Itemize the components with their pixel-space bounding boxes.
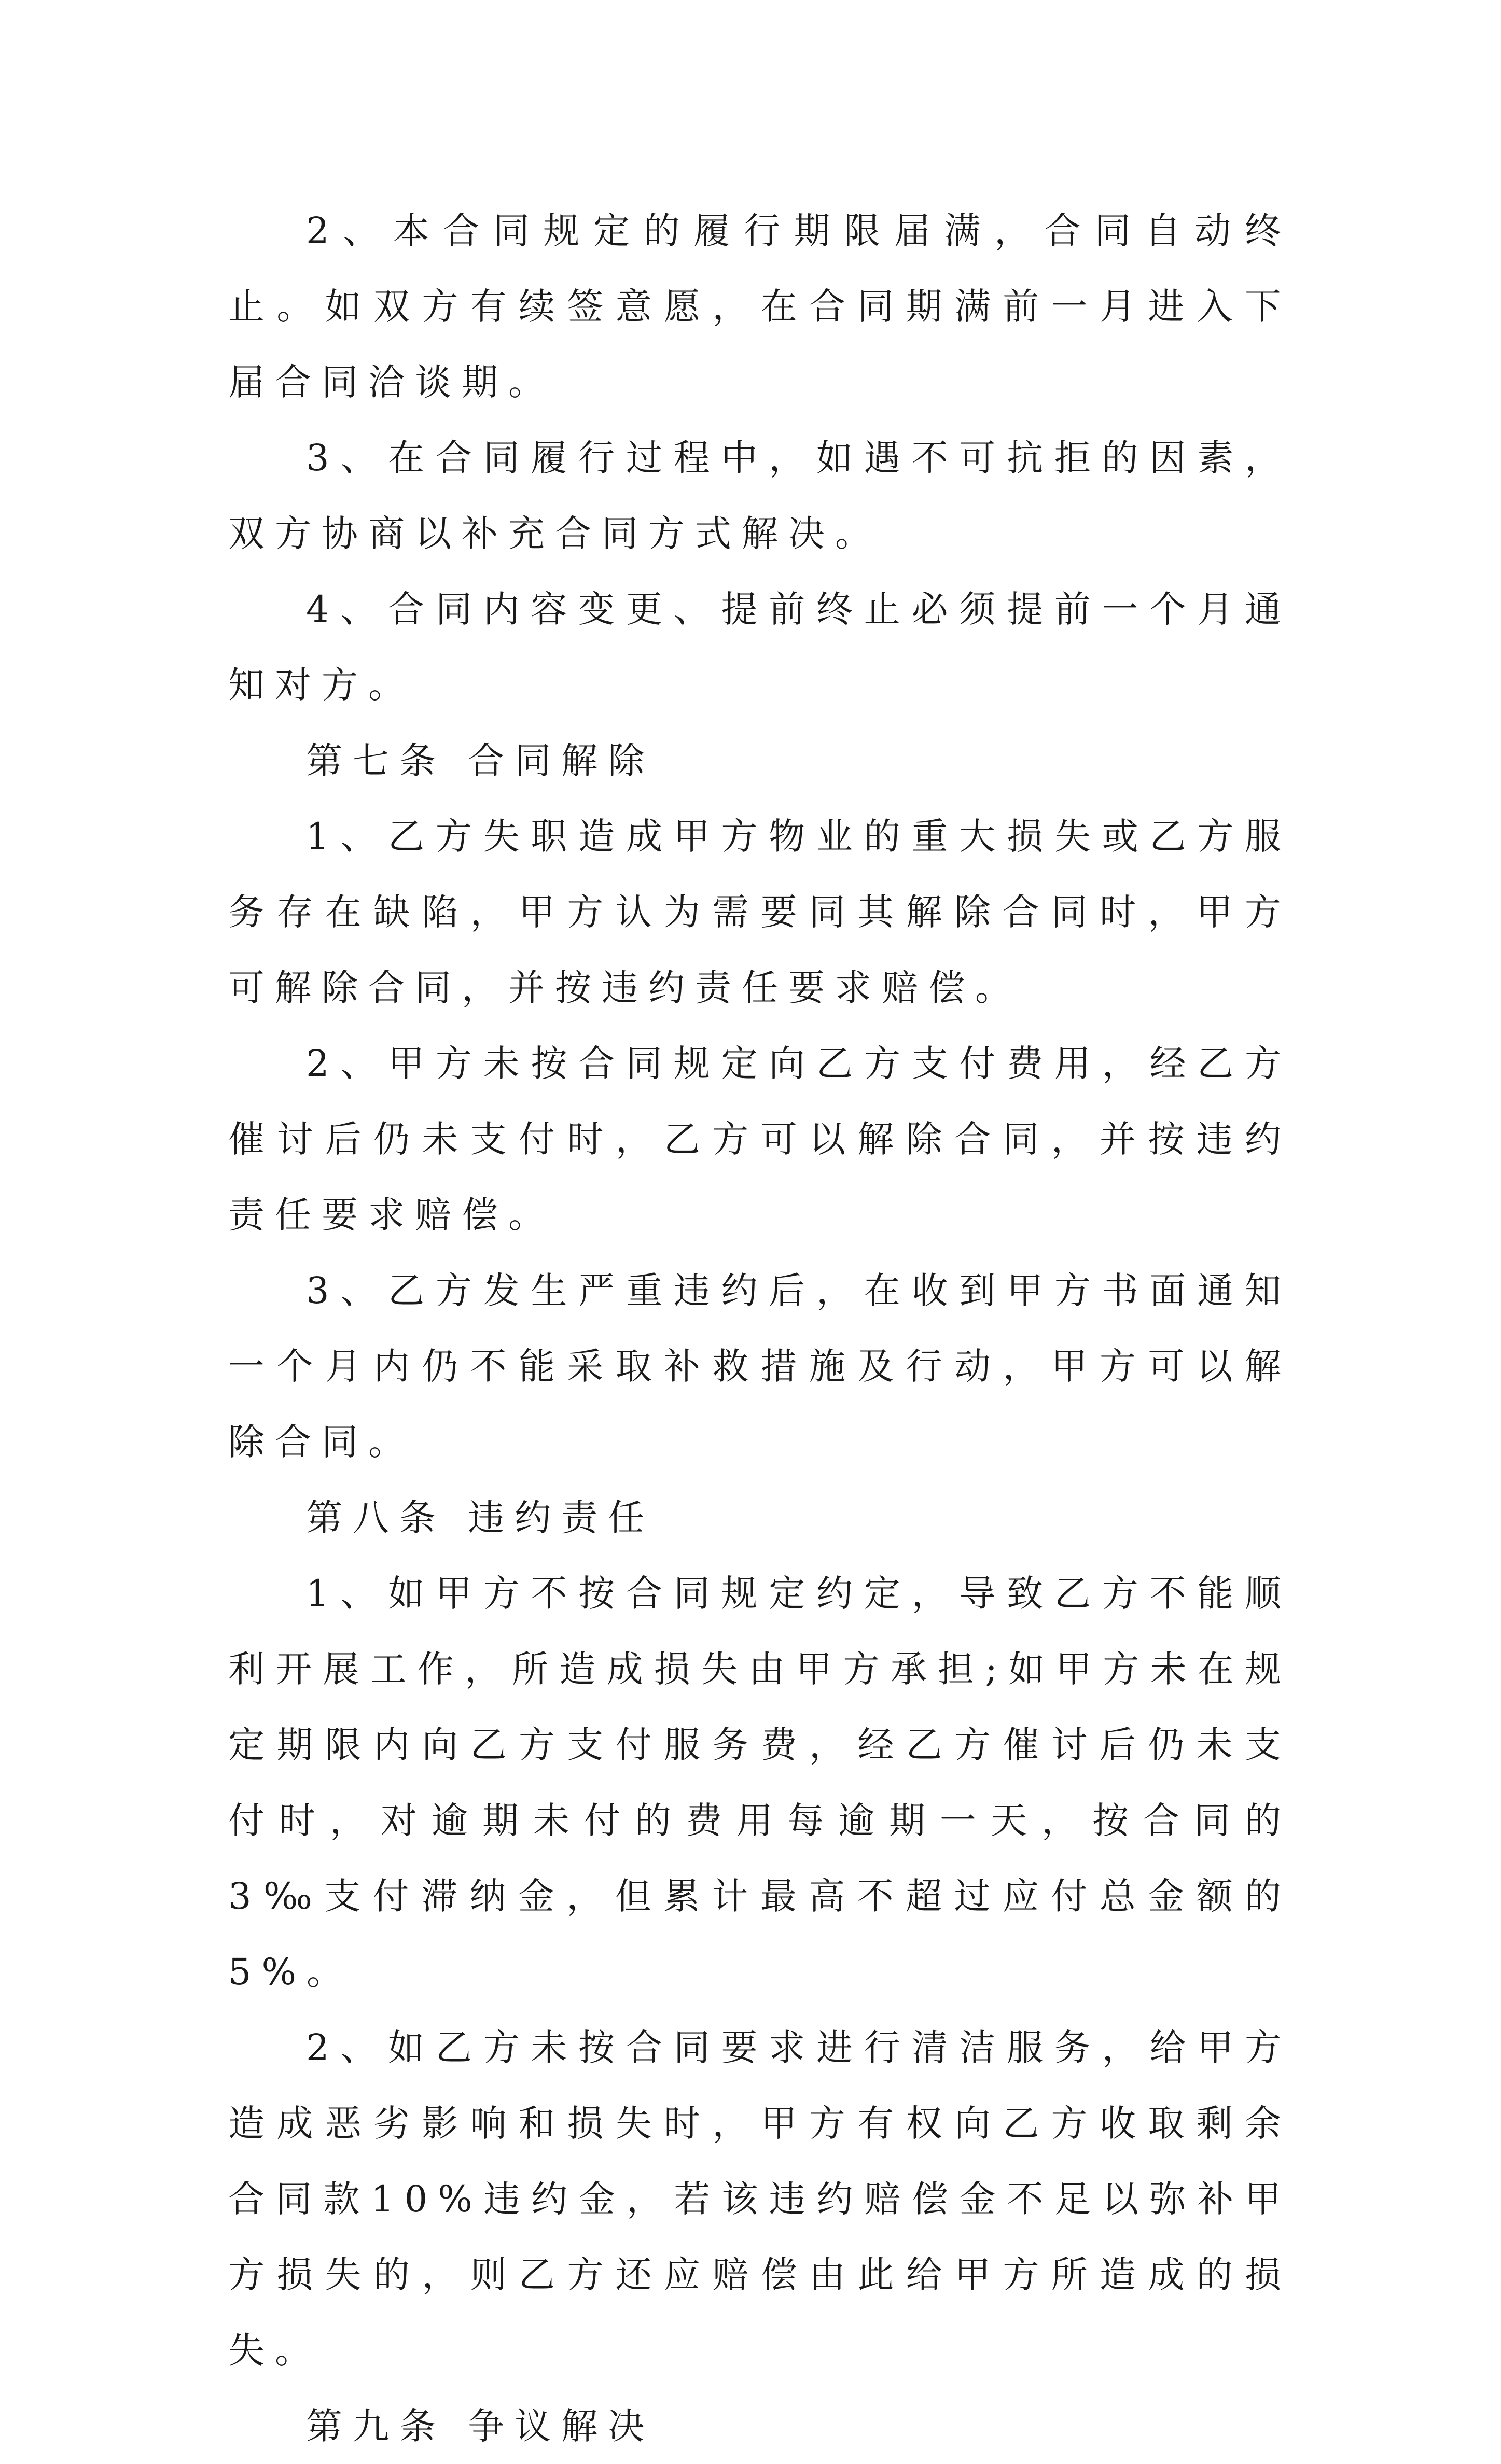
clause-paragraph: 2、如乙方未按合同要求进行清洁服务，给甲方造成恶劣影响和损失时，甲方有权向乙方收取剩余合同款10%违约金，若该违约赔偿金不足以弥补甲方损失的，则乙方还应赔偿由此给甲方所造成的损失。	[228, 2026, 1291, 2372]
clause-paragraph: 2、甲方未按合同规定向乙方支付费用，经乙方催讨后仍未支付时，乙方可以解除合同，并按违约责任要求赔偿。	[228, 1042, 1291, 1236]
article-heading: 第八条 违约责任	[306, 1496, 655, 1539]
document-body	[228, 193, 1291, 2464]
clause-paragraph: 2、本合同规定的履行期限届满，合同自动终止。如双方有续签意愿，在合同期满前一月进入下届合同洽谈期。	[228, 209, 1291, 403]
clause-paragraph: 3、乙方发生严重违约后，在收到甲方书面通知一个月内仍不能采取补救措施及行动，甲方可以解除合同。	[228, 1269, 1291, 1463]
clause-paragraph: 3、在合同履行过程中，如遇不可抗拒的因素，双方协商以补充合同方式解决。	[228, 437, 1291, 555]
article-heading: 第七条 合同解除	[306, 739, 655, 782]
clause-paragraph: 4、合同内容变更、提前终止必须提前一个月通知对方。	[228, 588, 1291, 706]
clause-paragraph: 1、乙方失职造成甲方物业的重大损失或乙方服务存在缺陷，甲方认为需要同其解除合同时，甲方可解除合同，并按违约责任要求赔偿。	[228, 815, 1291, 1009]
clause-paragraph: 1、如甲方不按合同规定约定，导致乙方不能顺利开展工作，所造成损失由甲方承担;如甲方未在规定期限内向乙方支付服务费，经乙方催讨后仍未支付时，对逾期未付的费用每逾期一天，按合同的3‰支付滞纳金，但累计最高不超过应付总金额的5%。	[228, 1572, 1291, 1993]
article-heading: 第九条 争议解决	[306, 2405, 655, 2447]
